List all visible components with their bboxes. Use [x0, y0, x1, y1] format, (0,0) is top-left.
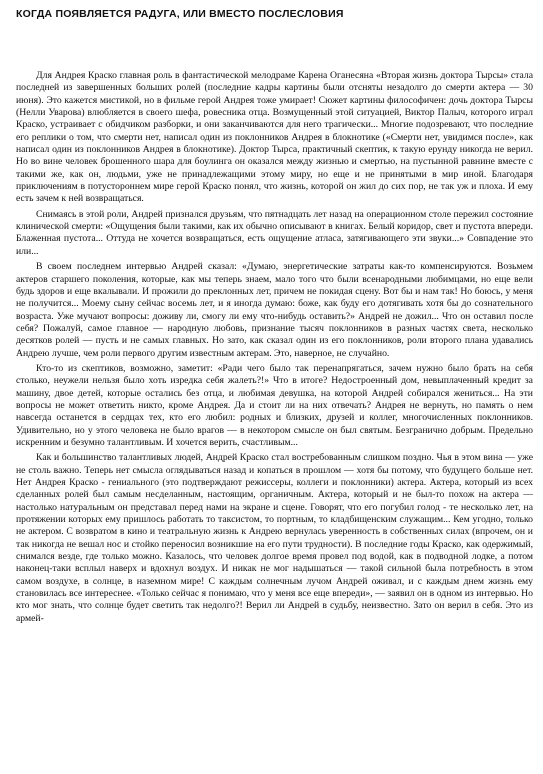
chapter-title: КОГДА ПОЯВЛЯЕТСЯ РАДУГА, ИЛИ ВМЕСТО ПОСЛЕСЛОВИЯ — [16, 8, 344, 20]
paragraph-3: В своем последнем интервью Андрей сказал: «Думаю, энергетические затраты как-то компенсируются. Возьмем актеров старшего поколения, которые, как мы теперь знаем, мало того что были всенародными любимцами, но еще вели будь здоров и еще вкалывали. И прожили до преклонных лет, причем не покидая сцену. Вот бы и нам так! Но боюсь, у меня не получится... Моему сыну сейчас восемь лет, и я иногда думаю: боже, как буду его дотягивать хотя бы до сознательного возраста. Уже мучают вопросы: доживу ли, смогу ли ему что-нибудь оставить?» Андрей не дожил... Что он оставил после себя? Пожалуй, самое главное — народную любовь, признание тысяч поклонников в разных частях света, несколько десятков ролей — пусть и не самых главных. Но зато, как сказал один из его поклонников, роли второго плана удавались Андрею лучше, чем роли первого другим известным актерам. Это, наверное, не случайно. — [16, 261, 533, 359]
paragraph-2: Снимаясь в этой роли, Андрей признался друзьям, что пятнадцать лет назад на операционном столе пережил состояние клинической смерти: «Ощущения были такими, как их обычно описывают в книгах. Белый коридор, свет и пустота впереди. Блаженная пустота... Оттуда не хочется возвращаться, есть ощущение атласа, затягивающего эти звуки...» Совпадение это или... — [16, 208, 533, 257]
body-text — [16, 70, 533, 628]
paragraph-1: Для Андрея Краско главная роль в фантастической мелодраме Карена Оганесяна «Вторая жизнь доктора Тырсы» стала последней из завершенных больших ролей (последние кадры картины были отсняты незадолго до смерти актера — 30 июня). Это кажется мистикой, но в фильме герой Андрея тоже умирает! Сюжет картины философичен: дочь доктора Тырсы (Нелли Уварова) влюбляется в своего шефа, ровесника отца. Возмущенный этой ситуацией, Виктор Палыч, которого играл Краско, устраивает с обидчиком разборки, и они заканчиваются для него трагически... Многие подозревают, что последние его реплики о том, что смерти нет, написал один из поклонников Андрея в блокнотике («Смерти нет, увидимся после», как написал один из поклонников Андрея в блокнотике). Доктор Тырса, практичный скептик, к такую ерунду никогда не верил. Но во вине человек брошенного шара для боулинга он оказался между жизнью и смертью, на пустынной равнине вместе с такими же, как он, людьми, уже не принадлежащими этому миру, но еще и не принятыми в мир иной. Благодаря приключениям в потустороннем мире герой Краско понял, что жизнь, которой он жил до сих пор, не так уж и плоха. И ему есть зачем к ней возвращаться. — [16, 70, 533, 205]
paragraph-4: Кто-то из скептиков, возможно, заметит: «Ради чего было так перенапрягаться, зачем нужно было брать на себя столько, неужели нельзя было хоть изредка себя жалеть?!» Что в итоге? Недостроенный дом, невыплаченный кредит за машину, двое детей, которые остались без отца, и любимая девушка, на которой Андрей собирался жениться... На эти вопросы не может ответить никто, кроме Андрея. Да и стоит ли на них отвечать? Андрея не вернуть, но память о нем навсегда останется в сердцах тех, кто его любил: родных и близких, друзей и коллег, многочисленных поклонников. Удивительно, но у этого человека не было врагов — в некотором смысле он был святым. Безгранично добрым. Предельно искренним и безумно талантливым. И хочется верить, счастливым... — [16, 362, 533, 448]
paragraph-5: Как и большинство талантливых людей, Андрей Краско стал востребованным слишком поздно. Чья в этом вина — уже не столь важно. Теперь нет смысла оглядываться назад и копаться в прошлом — хотя бы потому, что будущего больше нет. Нет Андрея Краско - гениального (это подтверждают режиссеры, коллеги и поклонники) актера. Актера, который из всех сделанных ролей был самым несделанным, настоящим, органичным. Актера, который и не был-то похож на актера — настолько натуральным он представал перед нами на экране и сцене. Говорят, что его погубил голод - те несколько лет, на протяжении которых ему пришлось работать то таксистом, то портным, то кладбищенским служащим... Кем угодно, только не актером. С возвратом в кино и театральную жизнь к Андрею вернулась уверенность в собственных силах (впрочем, он и так никогда не вешал нос и стойко переносил возникшие на его пути трудности). В последние годы Краско, как одержимый, снимался везде, где только можно. Казалось, что человек долгое время провел под водой, как в подводной лодке, а потом наконец-таки всплыл наверх и вдохнул воздух. И никак не мог надышаться — такой сильной была потребность в этом самом воздухе, в солнце, в наземном мире! С каждым солнечным лучом Андрей оживал, и с каждым днем жизнь ему становилась все интереснее. «Только сейчас я понимаю, что у меня все еще впереди», — заявил он в одном из интервью. Но кто мог знать, что солнце будет светить так недолго?! Верил ли Андрей в судьбу, неизвестно. Зато он верил в себя. Это из армей- — [16, 452, 533, 624]
